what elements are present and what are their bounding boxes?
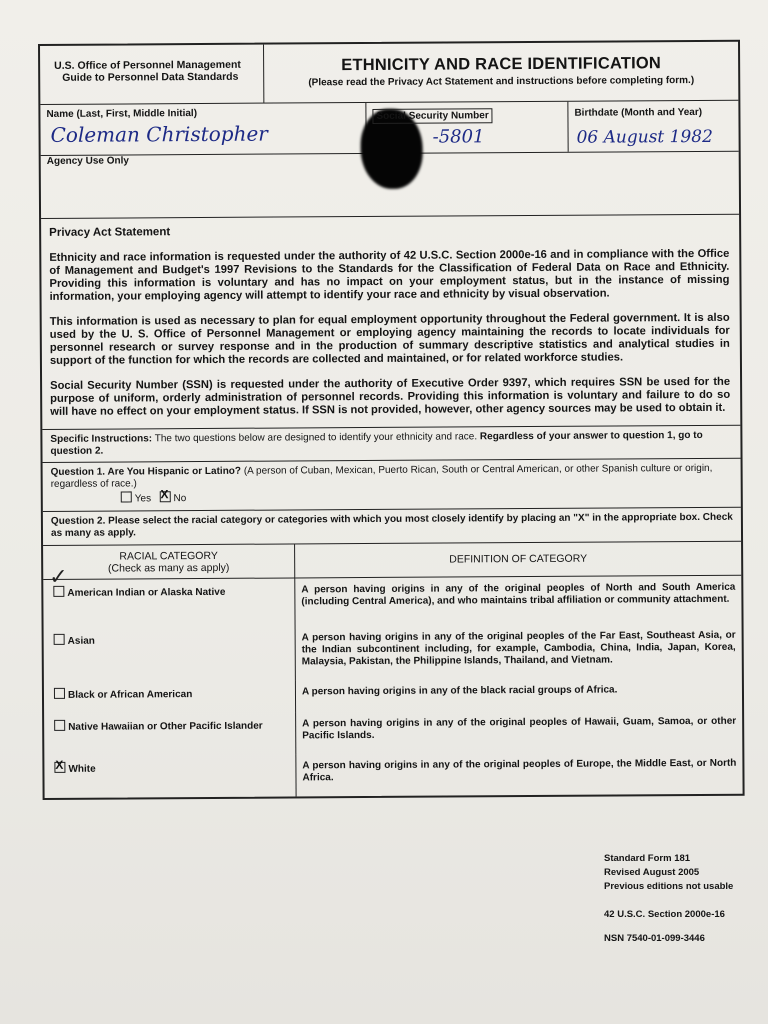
q1-text: (A person of Cuban, Mexican, Puerto Rican, South or Central American, or other Spanish culture or origin, regardless of race.) xyxy=(50,462,713,490)
table-row xyxy=(44,752,742,798)
ssn-value[interactable]: -5801 xyxy=(432,126,485,148)
q1-yes-checkbox[interactable] xyxy=(121,491,132,502)
ssn-label: Social Security Number xyxy=(372,108,492,124)
category-label: Black or African American xyxy=(67,689,193,701)
agency-use-label: Agency Use Only xyxy=(46,155,130,167)
agency-use-row xyxy=(41,152,739,219)
col1-header-title: RACIAL CATEGORY xyxy=(119,549,218,563)
instructions-label: Specific Instructions: xyxy=(50,433,153,445)
footer-form-number: Standard Form 181 xyxy=(604,853,691,864)
racial-category-table xyxy=(43,542,743,798)
ssn-cell xyxy=(366,102,568,153)
category-label: Native Hawaiian or Other Pacific Islander xyxy=(68,720,263,733)
category-cell xyxy=(44,626,296,682)
identity-row xyxy=(40,101,738,156)
definition-cell: A person having origins in any of the original peoples of the Far East, Southeast Asia, or the Indian subcontinent including, for example, Cambodia, China, India, Japan, Korea, Malaysia, Pakistan, the Philippine Islands, Thailand, and Vietnam. xyxy=(301,629,736,668)
category-cell xyxy=(44,754,296,798)
q1-options xyxy=(51,488,733,506)
category-label: American Indian or Alaska Native xyxy=(67,586,226,599)
q1-yes-label: Yes xyxy=(134,493,152,505)
name-cell xyxy=(40,103,366,155)
definition-cell: A person having origins in any of the original peoples of Hawaii, Guam, Samoa, or other Pacific Islands. xyxy=(302,715,737,742)
category-label: Asian xyxy=(67,635,95,647)
specific-instructions xyxy=(42,426,740,463)
privacy-paragraph-3: Social Security Number (SSN) is requested under the authority of Executive Order 9397, which requires SSN be used for the purpose of uniform, orderly administration of personnel records. Providing this information is voluntary and failure to do so will have no effect on your employment status. If SSN is not provided, however, other agency sources may be used to obtain it. xyxy=(50,375,731,418)
birthdate-cell xyxy=(568,101,738,152)
footer-previous-editions: Previous editions not usable xyxy=(604,881,734,892)
instructions-bold-text: Regardless of your answer to question 1, go to question 2. xyxy=(50,429,703,457)
agency-line-1: U.S. Office of Personnel Management xyxy=(54,58,241,72)
asian-checkbox[interactable] xyxy=(54,634,65,645)
table-header xyxy=(43,542,741,580)
black-checkbox[interactable] xyxy=(54,688,65,699)
table-row xyxy=(44,624,742,682)
footer-statute: 42 U.S.C. Section 2000e-16 xyxy=(604,909,725,920)
table-row xyxy=(44,710,742,756)
form-sf181 xyxy=(38,40,745,800)
privacy-paragraph-1: Ethnicity and race information is requested under the authority of 42 U.S.C. Section 2000e-16 and in compliance with the Office of Management and Budget's 1997 Revisions to the Standards for the Classification of Federal Data on Race and Ethnicity. Providing this information is voluntary and has no impact on your employment status, but in the instance of missing information, your employing agency will attempt to identify your race and ethnicity by visual observation. xyxy=(49,247,730,303)
privacy-paragraph-2: This information is used as necessary to plan for equal employment opportunity throughout the Federal government. It is also used by the U. S. Office of Personnel Management or employing agency maintaining the records to locate individuals for personnel research or survey response and in the production of summary descriptive statistics and analytical studies in support of the function for which the records are collected and maintained, or for related workforce studies. xyxy=(49,311,730,367)
col1-header-sub: (Check as many as apply) xyxy=(107,561,230,575)
instructions-text: The two questions below are designed to identify your ethnicity and race. xyxy=(152,431,480,445)
category-cell xyxy=(44,680,296,714)
white-checkbox[interactable] xyxy=(54,762,65,773)
footer-revised: Revised August 2005 xyxy=(604,867,700,878)
agency-line-2: Guide to Personnel Data Standards xyxy=(62,70,239,84)
q1-no-label: No xyxy=(173,493,187,505)
privacy-act-statement xyxy=(41,215,740,430)
col1-header xyxy=(43,544,295,580)
checkmark-icon: ✓ xyxy=(49,564,68,590)
category-label: White xyxy=(68,763,96,775)
definition-cell: A person having origins in any of the original peoples of North and South America (including Central America), and who maintains tribal affiliation or community attachment. xyxy=(301,581,736,608)
agency-block xyxy=(40,45,264,104)
birthdate-label: Birthdate (Month and Year) xyxy=(574,106,703,119)
pacific-islander-checkbox[interactable] xyxy=(54,720,65,731)
privacy-heading: Privacy Act Statement xyxy=(49,226,171,239)
table-row xyxy=(44,678,742,714)
form-subtitle: (Please read the Privacy Act Statement and instructions before completing form.) xyxy=(308,74,695,89)
footer-nsn: NSN 7540-01-099-3446 xyxy=(604,933,705,944)
q2-text: Please select the racial category or categories with which you most closely identify by placing an "X" in the appropriate box. Check as many as apply. xyxy=(50,511,733,539)
form-header xyxy=(40,42,738,105)
birthdate-value[interactable]: 06 August 1982 xyxy=(576,126,713,148)
title-block xyxy=(264,42,738,103)
form-title: ETHNICITY AND RACE IDENTIFICATION xyxy=(341,54,662,75)
col2-header: DEFINITION OF CATEGORY xyxy=(295,542,741,579)
question-2 xyxy=(43,508,741,546)
definition-cell: A person having origins in any of the original peoples of Europe, the Middle East, or North Africa. xyxy=(302,757,737,784)
definition-cell: A person having origins in any of the black racial groups of Africa. xyxy=(301,684,618,698)
name-label: Name (Last, First, Middle Initial) xyxy=(46,108,198,120)
category-cell xyxy=(44,712,296,756)
name-value[interactable]: Coleman Christopher xyxy=(50,121,268,147)
q1-label: Question 1. Are You Hispanic or Latino? xyxy=(50,465,242,478)
question-1 xyxy=(43,459,741,512)
q1-no-checkbox[interactable] xyxy=(159,491,170,502)
q2-label: Question 2. xyxy=(50,515,106,527)
form-footer xyxy=(604,852,733,946)
